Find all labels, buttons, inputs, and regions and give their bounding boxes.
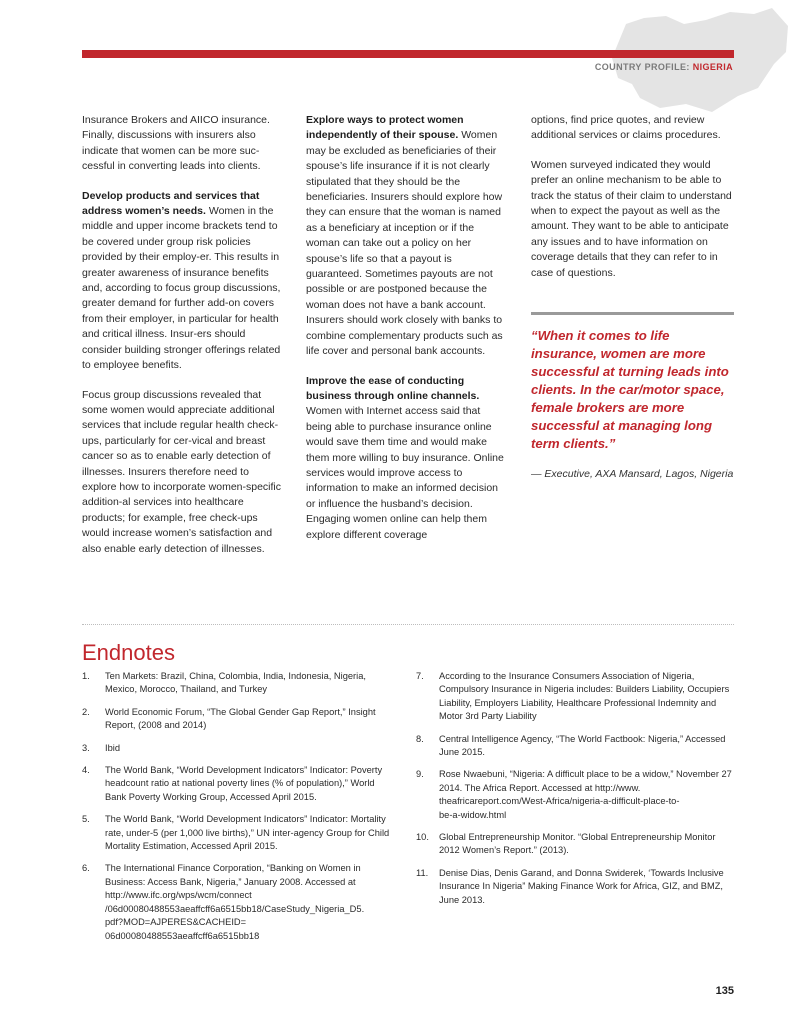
col2-paragraph-1 bbox=[306, 113, 508, 360]
endnotes-list-right bbox=[416, 670, 734, 916]
endnote-number: 2. bbox=[82, 706, 90, 717]
col2-paragraph-1-body: Women may be excluded as beneficiaries of their spouse’s life insurance if it is not clearly stipulated that they should be the beneficiaries. Insurers should explore how they can ensure that the woman is named as a beneficiary at inception or if the woman can take out a policy on her spouse’s life so that a payout is guaranteed. Sometimes payouts are not possible or are postponed because the woman does not have a bank account. Insurers should work closely with banks to combine complementary products such as life cover and personal bank accounts. bbox=[306, 129, 503, 358]
endnote-text: Global Entrepreneurship Monitor. “Global Entrepreneurship Monitor 2012 Women’s Report.” (2013). bbox=[439, 832, 716, 856]
endnote-text: The World Bank, “World Development Indicators” Indicator: Poverty headcount ratio at national poverty lines (% of population),” World Bank Poverty Working Group, Accessed April 2015. bbox=[105, 765, 383, 802]
page-number: 135 bbox=[715, 985, 734, 997]
endnote-text: The International Finance Corporation, “Banking on Women in Business: Access Bank, Nigeria,” January 2008. Accessed at http://www.ifc.org/wps/wcm/connect /06d00080488553aeaffcff6a6515bb18/CaseStudy_Nigeria_D5. pdf?MOD=AJPERES&CACHEID= 06d00080488553aeaffcff6a6515bb18 bbox=[105, 863, 365, 941]
endnote-number: 4. bbox=[82, 765, 90, 776]
col1-paragraph-2-body: Women in the middle and upper income brackets tend to be covered under group risk policies provided by their employ-er. This results in greater awareness of insurance benefits and, according to focus group discussions, greater demand for further add-on covers from their employer, in particular for health and critical illness. Insur-ers should consider building stronger offerings related to employee benefits. bbox=[82, 205, 281, 372]
endnote-item bbox=[416, 670, 734, 724]
endnote-number: 11. bbox=[416, 867, 429, 878]
col1-paragraph-3: Focus group discussions revealed that some women would appreciate additional services that include regular health check-ups, particularly for cer-vical and breast cancer so as to enable early detection of illnesses. Insurers therefore need to explore how to incorporate women-specific addition-al services into healthcare products; for example, free check-ups would increase women’s satisfaction and also enable early detection of illnesses. bbox=[82, 388, 282, 555]
endnote-text: The World Bank, “World Development Indicators” Indicator: Mortality rate, under-5 (per 1,000 live births),” UN inter-agency Group for Child Mortality Estimation, Accessed April 2015. bbox=[105, 814, 390, 852]
endnote-text: World Economic Forum, “The Global Gender Gap Report,” Insight Report, (2008 and 2014) bbox=[105, 706, 376, 731]
endnote-number: 3. bbox=[82, 742, 90, 753]
col2-subheading-2: Improve the ease of conducting business through online channels. bbox=[306, 374, 480, 402]
pull-quote: “When it comes to life insurance, women are more successful at turning leads into clients. In the car/motor space, female brokers are more successful at managing long term clients.” bbox=[531, 328, 729, 452]
quote-attribution: — Executive, AXA Mansard, Lagos, Nigeria bbox=[531, 468, 734, 481]
endnote-number: 10. bbox=[416, 832, 429, 843]
endnote-text: Denise Dias, Denis Garand, and Donna Swiderek, ‘Towards Inclusive Insurance In Nigeria” Making Finance Work for Africa, GIZ, and BMZ, June 2013. bbox=[439, 867, 724, 905]
endnotes-heading: Endnotes bbox=[82, 640, 175, 665]
body-column-1 bbox=[82, 113, 282, 571]
col3-paragraph-1: options, find price quotes, and review additional services or claims procedures. bbox=[531, 114, 721, 142]
endnote-text: Ibid bbox=[105, 742, 120, 753]
endnote-text: Rose Nwaebuni, “Nigeria: A difficult place to be a widow,” November 27 2014. The Africa Report. Accessed at http://www. theafricareport.com/West-Africa/nigeria-a-difficult-place-to- be-a-widow.html bbox=[439, 769, 732, 820]
endnote-item bbox=[82, 862, 392, 942]
section-divider bbox=[82, 624, 734, 625]
endnote-item bbox=[82, 670, 392, 697]
col1-paragraph-2 bbox=[82, 189, 282, 374]
endnote-text: Ten Markets: Brazil, China, Colombia, India, Indonesia, Nigeria, Mexico, Morocco, Thailand, and Turkey bbox=[105, 671, 366, 695]
endnote-text: According to the Insurance Consumers Association of Nigeria, Compulsory Insurance in Nigeria includes: Builders Liability, Occupiers Liability, Employers Liability, Healthcare Professional Indemnity and Motor 3rd Party Liability bbox=[439, 671, 730, 722]
col2-subheading-1: Explore ways to protect women independently of their spouse. bbox=[306, 114, 464, 142]
endnote-item bbox=[416, 831, 734, 858]
profile-country: NIGERIA bbox=[692, 62, 733, 72]
header-red-rule bbox=[82, 50, 734, 58]
endnote-item bbox=[82, 706, 392, 733]
nigeria-map-silhouette bbox=[588, 0, 791, 118]
endnote-number: 8. bbox=[416, 733, 424, 744]
col1-paragraph-1: Insurance Brokers and AIICO insurance. Finally, discussions with insurers also indicate that women can be more suc-cessful in converting leads into clients. bbox=[82, 114, 270, 173]
pull-quote-rule bbox=[531, 312, 734, 315]
body-column-2 bbox=[306, 113, 508, 557]
col2-paragraph-2 bbox=[306, 374, 508, 543]
endnotes-list-left bbox=[82, 670, 392, 952]
body-column-3 bbox=[531, 113, 734, 496]
endnote-item bbox=[416, 733, 734, 760]
col3-paragraph-2: Women surveyed indicated they would prefer an online mechanism to be able to track the status of their claim to understand when to expect the payout as well as the amount. They want to be able to anticipate any issues and to have information on coverage details that they can refer to in case of questions. bbox=[531, 158, 732, 279]
endnote-item bbox=[416, 867, 734, 907]
endnote-item bbox=[82, 813, 392, 853]
col2-paragraph-2-body: Women with Internet access said that being able to purchase insurance online would save them time and would make them more willing to buy insurance. Online services would improve access to information to make an informed decision or influence the husband’s decision. Engaging women online can help them explore different coverage bbox=[306, 405, 504, 541]
endnote-number: 7. bbox=[416, 671, 424, 681]
endnote-item bbox=[82, 742, 392, 755]
endnote-number: 1. bbox=[82, 671, 90, 681]
endnote-item bbox=[82, 764, 392, 804]
country-profile-label bbox=[595, 62, 733, 72]
endnote-text: Central Intelligence Agency, “The World Factbook: Nigeria,” Accessed June 2015. bbox=[439, 733, 726, 758]
endnote-item bbox=[416, 768, 734, 822]
endnote-number: 9. bbox=[416, 769, 424, 780]
endnote-number: 5. bbox=[82, 814, 90, 825]
profile-prefix: COUNTRY PROFILE: bbox=[594, 62, 690, 72]
col1-subheading: Develop products and services that address women’s needs. bbox=[82, 189, 260, 218]
endnote-number: 6. bbox=[82, 863, 90, 874]
